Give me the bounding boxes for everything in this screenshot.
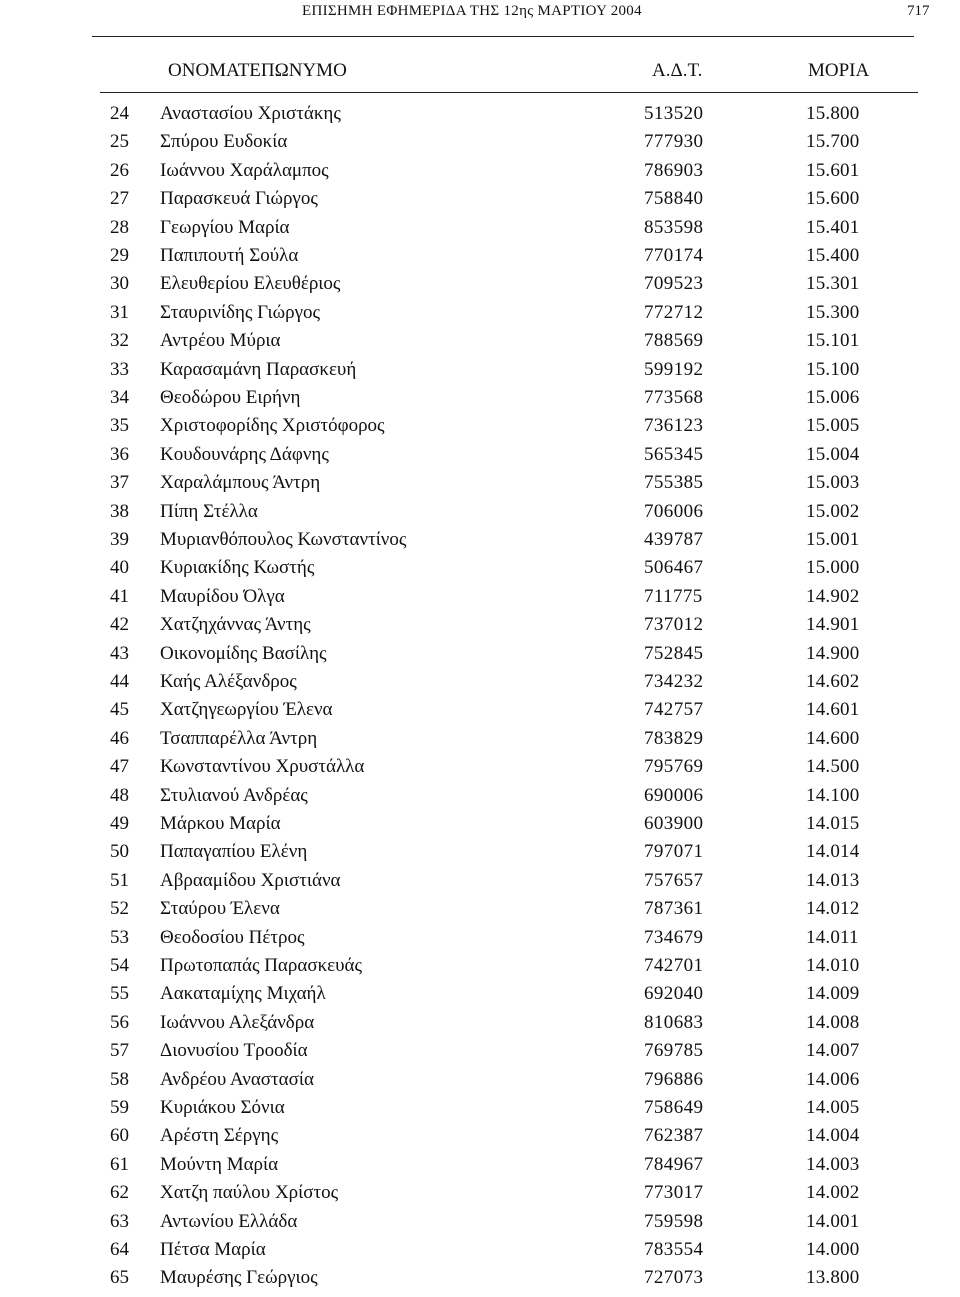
row-points: 15.006 — [806, 387, 860, 408]
row-id-number: 690006 — [644, 784, 704, 806]
row-points: 15.001 — [806, 529, 860, 550]
row-id-number: 727073 — [644, 1267, 704, 1289]
row-number: 46 — [110, 727, 129, 749]
row-full-name: Ιωάννου Χαράλαμπος — [160, 159, 329, 181]
row-points: 15.004 — [806, 443, 860, 465]
row-full-name: Αντρέου Μύρια — [160, 330, 281, 352]
row-number: 25 — [110, 131, 129, 153]
table-row — [0, 640, 960, 668]
table-row — [0, 952, 960, 980]
row-number: 52 — [110, 898, 129, 920]
table-row — [0, 1151, 960, 1179]
table-row — [0, 980, 960, 1008]
table-row — [0, 1009, 960, 1037]
row-full-name: Παπαγαπίου Ελένη — [160, 841, 308, 863]
row-full-name: Μάρκου Μαρία — [160, 813, 281, 834]
row-full-name: Χατζηχάννας Άντης — [160, 614, 311, 636]
row-points: 14.001 — [806, 1210, 860, 1232]
table-row — [0, 441, 960, 469]
row-points: 15.600 — [806, 188, 860, 210]
row-full-name: Στυλιανού Ανδρέας — [160, 784, 308, 806]
row-id-number: 783554 — [644, 1239, 704, 1260]
row-number: 37 — [110, 472, 129, 494]
row-points: 14.600 — [806, 727, 860, 749]
row-id-number: 786903 — [644, 159, 704, 181]
row-points: 14.014 — [806, 841, 860, 863]
row-number: 61 — [110, 1153, 129, 1175]
row-id-number: 783829 — [644, 727, 704, 749]
row-number: 54 — [110, 955, 129, 976]
gazette-header-title: ΕΠΙΣΗΜΗ ΕΦΗΜΕΡΙΔΑ ΤΗΣ 12ης ΜΑΡΤΙΟΥ 2004 — [302, 3, 642, 19]
row-points: 15.700 — [806, 131, 860, 153]
row-id-number: 513520 — [644, 103, 704, 124]
row-number: 28 — [110, 216, 129, 238]
row-number: 63 — [110, 1210, 129, 1232]
row-full-name: Ελευθερίου Ελευθέριος — [160, 273, 341, 295]
table-row — [0, 185, 960, 213]
row-full-name: Παπιπουτή Σούλα — [160, 245, 299, 266]
row-points: 14.015 — [806, 813, 860, 834]
row-number: 42 — [110, 614, 129, 636]
table-header-divider — [100, 92, 918, 93]
row-id-number: 734679 — [644, 926, 704, 948]
row-id-number: 603900 — [644, 813, 704, 834]
row-full-name: Σταύρου Έλενα — [160, 898, 280, 920]
row-full-name: Θεοδοσίου Πέτρος — [160, 926, 305, 948]
table-row — [0, 498, 960, 526]
row-full-name: Πέτσα Μαρία — [160, 1239, 266, 1260]
row-points: 15.002 — [806, 500, 860, 522]
table-row — [0, 299, 960, 327]
row-full-name: Γεωργίου Μαρία — [160, 216, 290, 238]
row-full-name: Θεοδώρου Ειρήνη — [160, 387, 301, 408]
row-points: 14.005 — [806, 1097, 860, 1118]
column-header-name: ΟΝΟΜΑΤΕΠΩΝΥΜΟ — [168, 60, 347, 81]
row-full-name: Οικονομίδης Βασίλης — [160, 642, 327, 664]
row-id-number: 773568 — [644, 387, 704, 408]
row-full-name: Πρωτοπαπάς Παρασκευάς — [160, 955, 363, 976]
row-full-name: Κυριάκου Σόνια — [160, 1097, 285, 1118]
row-id-number: 773017 — [644, 1182, 704, 1204]
row-full-name: Τσαππαρέλλα Άντρη — [160, 727, 318, 749]
row-number: 55 — [110, 983, 129, 1005]
table-row — [0, 1066, 960, 1094]
row-full-name: Χατζη παύλου Χρίστος — [160, 1182, 339, 1204]
row-full-name: Αακαταμίχης Μιχαήλ — [160, 983, 326, 1005]
row-id-number: 796886 — [644, 1068, 704, 1090]
row-points: 15.800 — [806, 103, 860, 124]
row-number: 47 — [110, 756, 129, 778]
row-id-number: 784967 — [644, 1153, 704, 1175]
row-number: 45 — [110, 699, 129, 721]
row-number: 31 — [110, 301, 129, 323]
row-points: 15.003 — [806, 472, 860, 494]
row-id-number: 757657 — [644, 869, 704, 891]
row-points: 15.401 — [806, 216, 860, 238]
row-full-name: Κωνσταντίνου Χρυστάλλα — [160, 756, 365, 778]
row-points: 15.101 — [806, 330, 860, 352]
row-id-number: 769785 — [644, 1040, 704, 1062]
row-full-name: Σπύρου Ευδοκία — [160, 131, 288, 153]
row-full-name: Μαυρέσης Γεώργιος — [160, 1267, 318, 1289]
row-number: 53 — [110, 926, 129, 948]
column-header-adt: Α.Δ.Τ. — [652, 60, 703, 81]
row-points: 14.006 — [806, 1068, 860, 1090]
row-points: 15.301 — [806, 273, 860, 295]
table-row — [0, 838, 960, 866]
table-row — [0, 668, 960, 696]
row-id-number: 755385 — [644, 472, 704, 494]
row-points: 14.011 — [806, 926, 859, 948]
table-row — [0, 583, 960, 611]
row-number: 27 — [110, 188, 129, 210]
table-row — [0, 810, 960, 838]
row-number: 51 — [110, 869, 129, 891]
row-id-number: 810683 — [644, 1011, 704, 1033]
table-row — [0, 1094, 960, 1122]
table-row — [0, 753, 960, 781]
row-points: 14.010 — [806, 955, 860, 976]
table-row — [0, 1264, 960, 1292]
table-row — [0, 214, 960, 242]
table-row — [0, 867, 960, 895]
table-row — [0, 412, 960, 440]
table-row — [0, 384, 960, 412]
table-row — [0, 554, 960, 582]
row-full-name: Καρασαμάνη Παρασκευή — [160, 358, 357, 380]
row-number: 34 — [110, 387, 129, 408]
row-number: 62 — [110, 1182, 129, 1204]
row-number: 48 — [110, 784, 129, 806]
row-points: 14.008 — [806, 1011, 860, 1033]
row-id-number: 853598 — [644, 216, 704, 238]
row-points: 14.900 — [806, 642, 860, 664]
row-number: 30 — [110, 273, 129, 295]
row-full-name: Χριστοφορίδης Χριστόφορος — [160, 415, 385, 437]
row-points: 14.500 — [806, 756, 860, 778]
row-points: 14.013 — [806, 869, 860, 891]
row-points: 14.012 — [806, 898, 860, 920]
row-points: 15.300 — [806, 301, 860, 323]
row-points: 14.000 — [806, 1239, 860, 1260]
row-id-number: 758649 — [644, 1097, 704, 1118]
page-header — [0, 0, 960, 30]
row-points: 15.000 — [806, 557, 860, 579]
table-row — [0, 1236, 960, 1264]
row-id-number: 506467 — [644, 557, 704, 579]
row-number: 35 — [110, 415, 129, 437]
row-number: 32 — [110, 330, 129, 352]
row-points: 14.009 — [806, 983, 860, 1005]
table-row — [0, 157, 960, 185]
row-full-name: Ανδρέου Αναστασία — [160, 1068, 314, 1090]
row-number: 26 — [110, 159, 129, 181]
table-row — [0, 469, 960, 497]
row-number: 24 — [110, 103, 129, 124]
row-id-number: 797071 — [644, 841, 704, 863]
row-points: 14.901 — [806, 614, 860, 636]
table-row — [0, 327, 960, 355]
row-id-number: 795769 — [644, 756, 704, 778]
row-full-name: Σταυρινίδης Γιώργος — [160, 301, 321, 323]
row-number: 41 — [110, 585, 129, 607]
row-points: 15.400 — [806, 245, 860, 266]
row-id-number: 770174 — [644, 245, 704, 266]
table-row — [0, 356, 960, 384]
row-id-number: 692040 — [644, 983, 704, 1005]
row-full-name: Κουδουνάρης Δάφνης — [160, 443, 329, 465]
row-id-number: 777930 — [644, 131, 704, 153]
row-points: 14.003 — [806, 1153, 860, 1175]
table-row — [0, 782, 960, 810]
row-points: 15.005 — [806, 415, 860, 437]
row-number: 43 — [110, 642, 129, 664]
row-number: 38 — [110, 500, 129, 522]
row-number: 59 — [110, 1097, 129, 1118]
row-id-number: 759598 — [644, 1210, 704, 1232]
row-points: 14.601 — [806, 699, 860, 721]
table-row — [0, 1208, 960, 1236]
row-id-number: 709523 — [644, 273, 704, 295]
table-row — [0, 924, 960, 952]
row-full-name: Κυριακίδης Κωστής — [160, 557, 315, 579]
row-full-name: Μαυρίδου Όλγα — [160, 585, 285, 607]
row-id-number: 742701 — [644, 955, 704, 976]
row-number: 36 — [110, 443, 129, 465]
row-full-name: Μούντη Μαρία — [160, 1153, 279, 1175]
row-number: 39 — [110, 529, 129, 550]
row-full-name: Αντωνίου Ελλάδα — [160, 1210, 298, 1232]
row-id-number: 599192 — [644, 358, 704, 380]
row-id-number: 787361 — [644, 898, 704, 920]
row-id-number: 772712 — [644, 301, 704, 323]
row-full-name: Καής Αλέξανδρος — [160, 671, 297, 692]
row-id-number: 734232 — [644, 671, 704, 692]
row-number: 60 — [110, 1125, 129, 1147]
row-id-number: 711775 — [644, 585, 703, 607]
row-id-number: 737012 — [644, 614, 704, 636]
row-number: 50 — [110, 841, 129, 863]
row-full-name: Μυριανθόπουλος Κωνσταντίνος — [160, 529, 407, 550]
row-full-name: Ιωάννου Αλεξάνδρα — [160, 1011, 315, 1033]
row-points: 14.100 — [806, 784, 860, 806]
row-id-number: 742757 — [644, 699, 704, 721]
header-divider — [92, 36, 914, 37]
row-points: 15.601 — [806, 159, 860, 181]
row-id-number: 736123 — [644, 415, 704, 437]
table-row — [0, 1179, 960, 1207]
table-row — [0, 100, 960, 128]
row-full-name: Πίπη Στέλλα — [160, 500, 258, 522]
row-points: 13.800 — [806, 1267, 860, 1289]
row-id-number: 439787 — [644, 529, 704, 550]
row-number: 49 — [110, 813, 129, 834]
row-full-name: Αβρααμίδου Χριστιάνα — [160, 869, 341, 891]
row-number: 58 — [110, 1068, 129, 1090]
row-id-number: 788569 — [644, 330, 704, 352]
row-points: 14.004 — [806, 1125, 860, 1147]
row-number: 40 — [110, 557, 129, 579]
column-header-moria: ΜΟΡΙΑ — [808, 60, 870, 81]
row-full-name: Αναστασίου Χριστάκης — [160, 103, 341, 124]
row-points: 14.007 — [806, 1040, 860, 1062]
row-number: 57 — [110, 1040, 129, 1062]
row-points: 15.100 — [806, 358, 860, 380]
row-number: 33 — [110, 358, 129, 380]
row-number: 44 — [110, 671, 129, 692]
row-id-number: 706006 — [644, 500, 704, 522]
row-full-name: Αρέστη Σέργης — [160, 1125, 279, 1147]
table-row — [0, 1037, 960, 1065]
row-id-number: 565345 — [644, 443, 704, 465]
row-number: 29 — [110, 245, 129, 266]
row-number: 64 — [110, 1239, 129, 1260]
table-row — [0, 1122, 960, 1150]
table-row — [0, 696, 960, 724]
table-row — [0, 270, 960, 298]
table-row — [0, 725, 960, 753]
table-row — [0, 611, 960, 639]
table-row — [0, 128, 960, 156]
row-points: 14.602 — [806, 671, 860, 692]
row-id-number: 758840 — [644, 188, 704, 210]
table-row — [0, 895, 960, 923]
row-number: 56 — [110, 1011, 129, 1033]
page-number: 717 — [907, 3, 930, 19]
row-id-number: 752845 — [644, 642, 704, 664]
row-full-name: Παρασκευά Γιώργος — [160, 188, 318, 210]
row-id-number: 762387 — [644, 1125, 704, 1147]
table-row — [0, 242, 960, 270]
row-number: 65 — [110, 1267, 129, 1289]
row-points: 14.902 — [806, 585, 860, 607]
row-full-name: Χαραλάμπους Άντρη — [160, 472, 321, 494]
table-row — [0, 526, 960, 554]
row-full-name: Διονυσίου Τροοδία — [160, 1040, 308, 1062]
row-full-name: Χατζηγεωργίου Έλενα — [160, 699, 333, 721]
row-points: 14.002 — [806, 1182, 860, 1204]
